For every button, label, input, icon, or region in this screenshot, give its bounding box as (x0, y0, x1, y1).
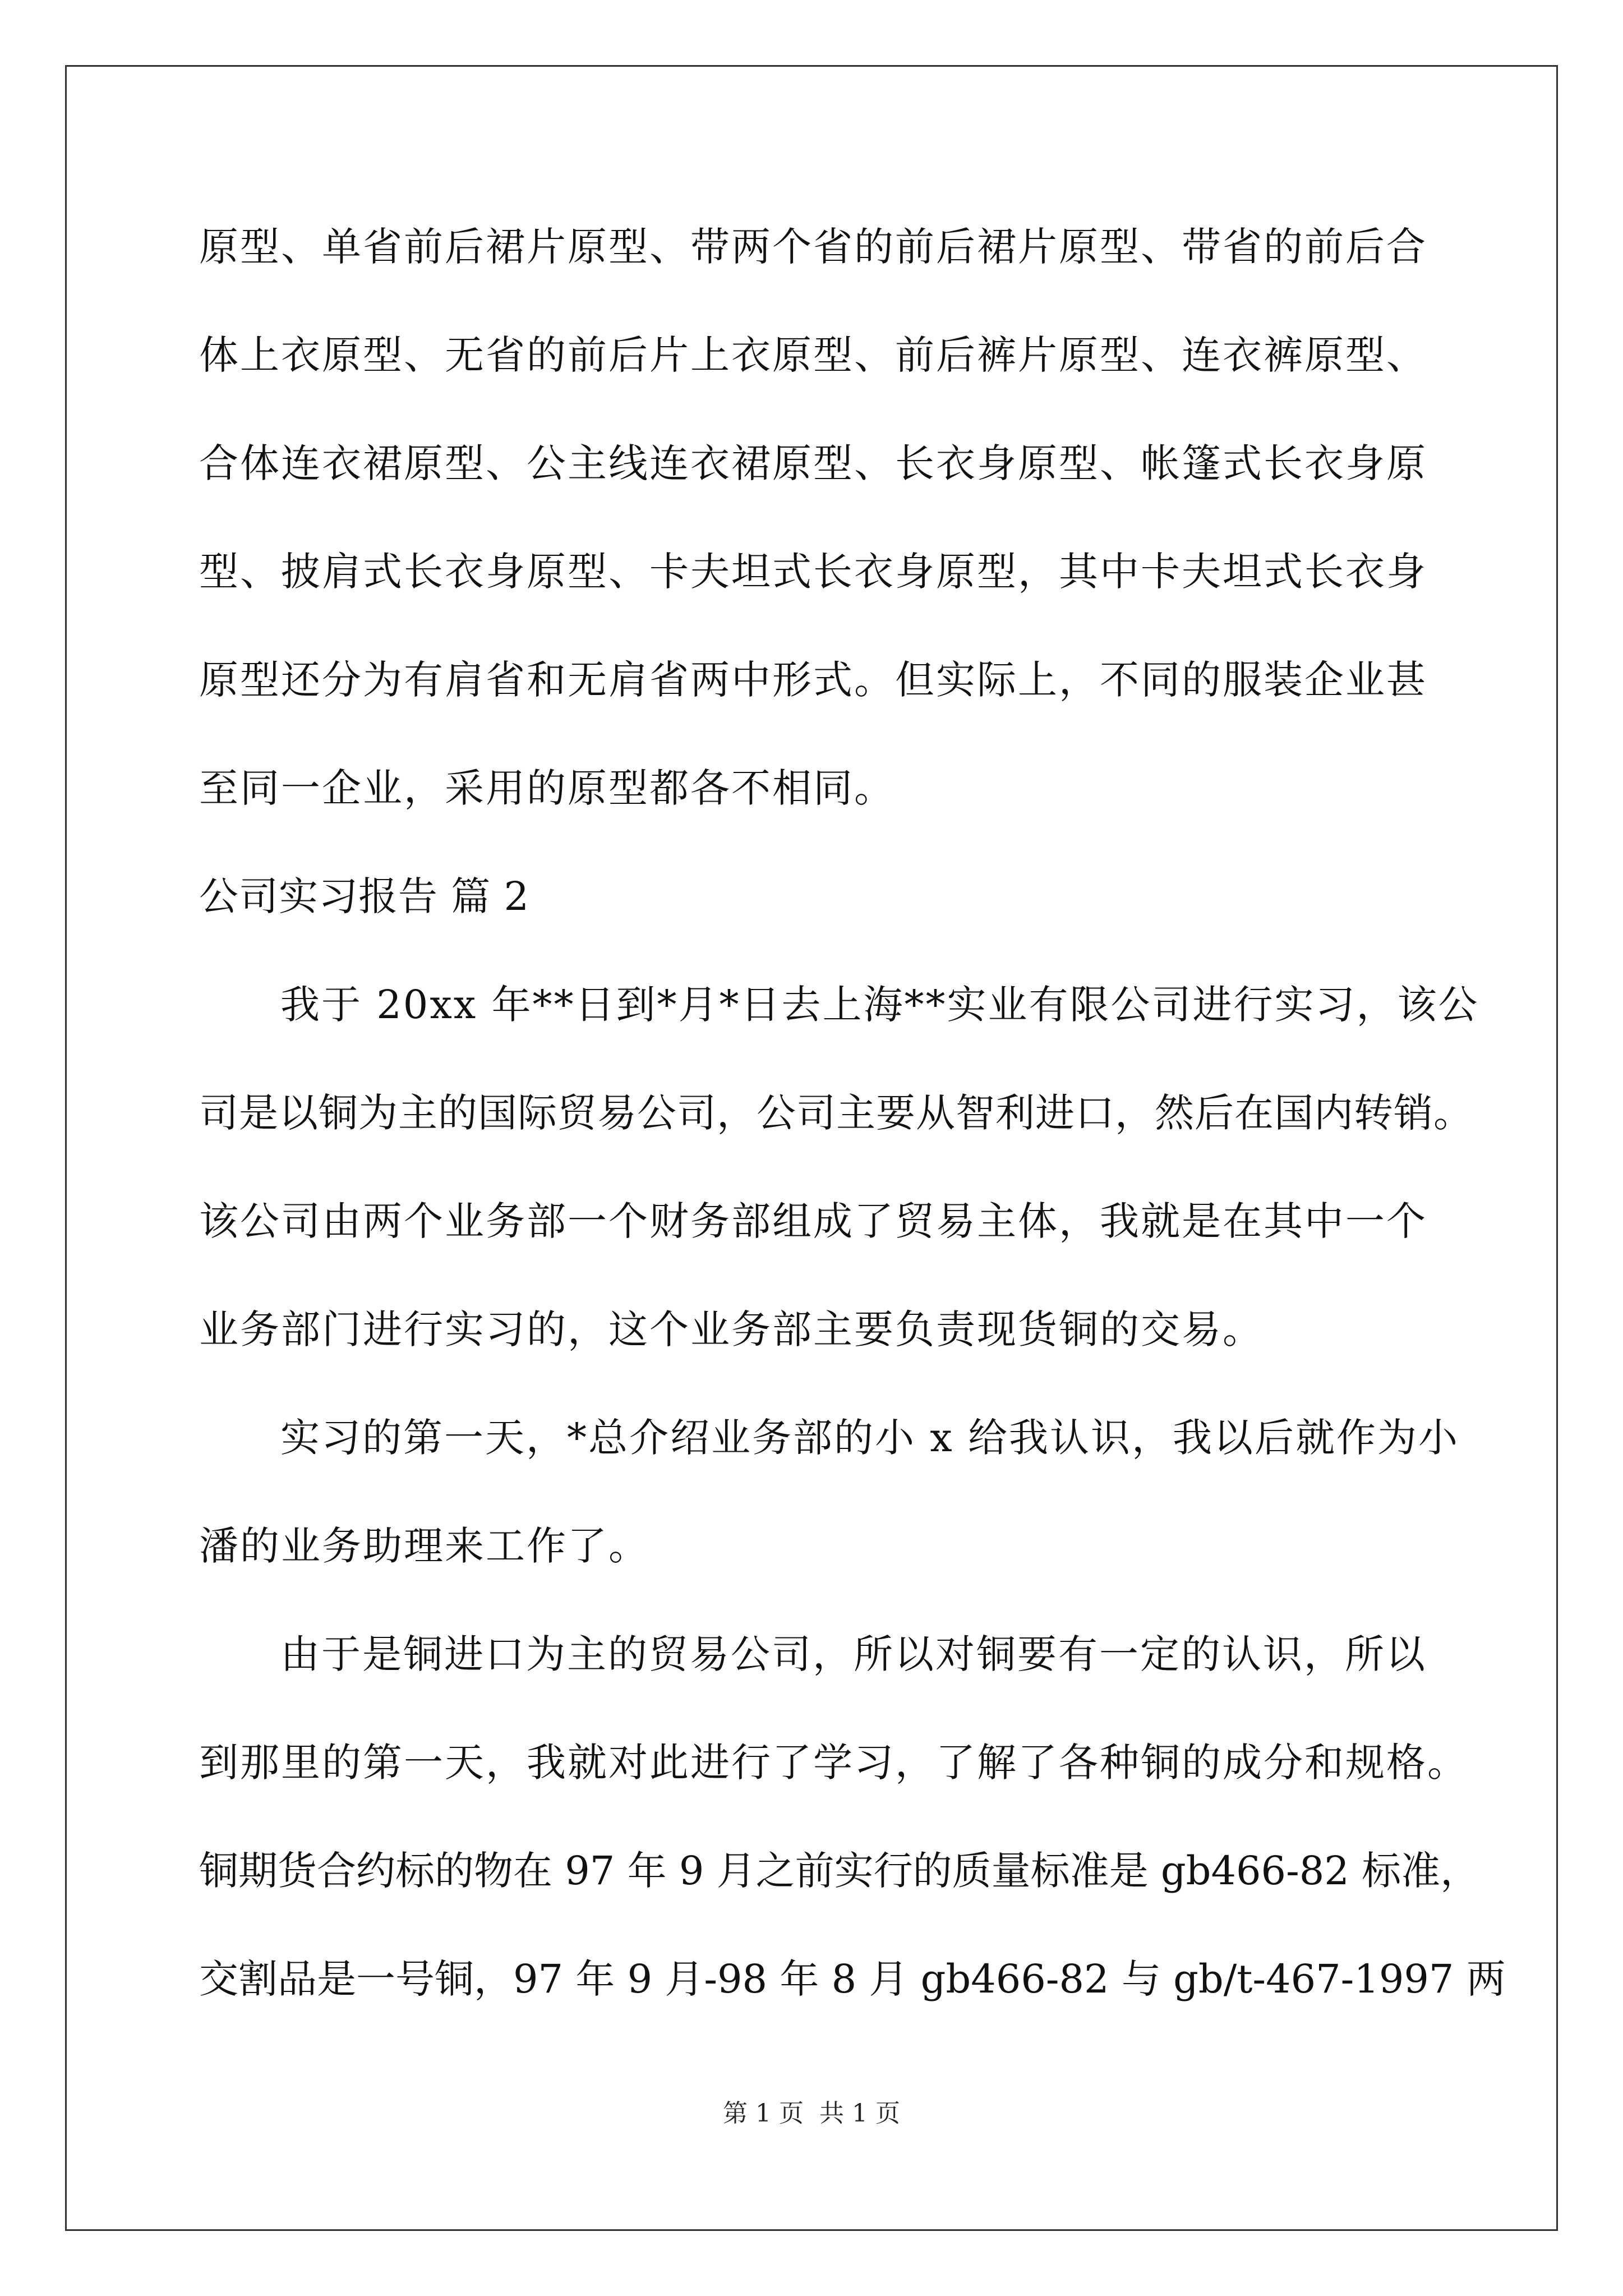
paragraph-4-line-2: 到那里的第一天，我就对此进行了学习，了解了各种铜的成分和规格。 (199, 1740, 1468, 1786)
page-footer (0, 2097, 1623, 2131)
paragraph-4-line-3: 铜期货合约标的物在 97 年 9 月之前实行的质量标准是 gb466-82 标准， (199, 1848, 1480, 1894)
paragraph-2-line-2: 司是以铜为主的国际贸易公司，公司主要从智利进口，然后在国内转销。 (199, 1090, 1473, 1136)
page-number: 第 1 页 (723, 2099, 804, 2128)
page-total: 共 1 页 (819, 2099, 900, 2128)
paragraph-1-line-1: 原型、单省前后裙片原型、带两个省的前后裙片原型、带省的前后合 (199, 224, 1427, 270)
paragraph-2-line-3: 该公司由两个业务部一个财务部组成了贸易主体，我就是在其中一个 (199, 1198, 1427, 1244)
paragraph-3-line-2: 潘的业务助理来工作了。 (199, 1523, 649, 1569)
paragraph-1-line-2: 体上衣原型、无省的前后片上衣原型、前后裤片原型、连衣裤原型、 (199, 332, 1427, 378)
page-border (65, 65, 1558, 2231)
paragraph-1-line-6: 至同一企业，采用的原型都各不相同。 (199, 765, 895, 811)
paragraph-1-line-4: 型、披肩式长衣身原型、卡夫坦式长衣身原型，其中卡夫坦式长衣身 (199, 549, 1427, 595)
paragraph-4-line-4: 交割品是一号铜，97 年 9 月-98 年 8 月 gb466-82 与 gb/t-467-1997 两 (199, 1956, 1506, 2002)
paragraph-4-line-1: 由于是铜进口为主的贸易公司，所以对铜要有一定的认识，所以 (280, 1631, 1427, 1677)
paragraph-1-line-3: 合体连衣裙原型、公主线连衣裙原型、长衣身原型、帐篷式长衣身原 (199, 440, 1427, 486)
paragraph-2-line-4: 业务部门进行实习的，这个业务部主要负责现货铜的交易。 (199, 1306, 1264, 1352)
section-heading: 公司实习报告 篇 2 (199, 873, 530, 919)
paragraph-3-line-1: 实习的第一天，*总介绍业务部的小 x 给我认识，我以后就作为小 (280, 1415, 1459, 1461)
paragraph-1-line-5: 原型还分为有肩省和无肩省两中形式。但实际上，不同的服装企业甚 (199, 657, 1427, 703)
paragraph-2-line-1: 我于 20xx 年**日到*月*日去上海**实业有限公司进行实习，该公 (280, 982, 1479, 1028)
